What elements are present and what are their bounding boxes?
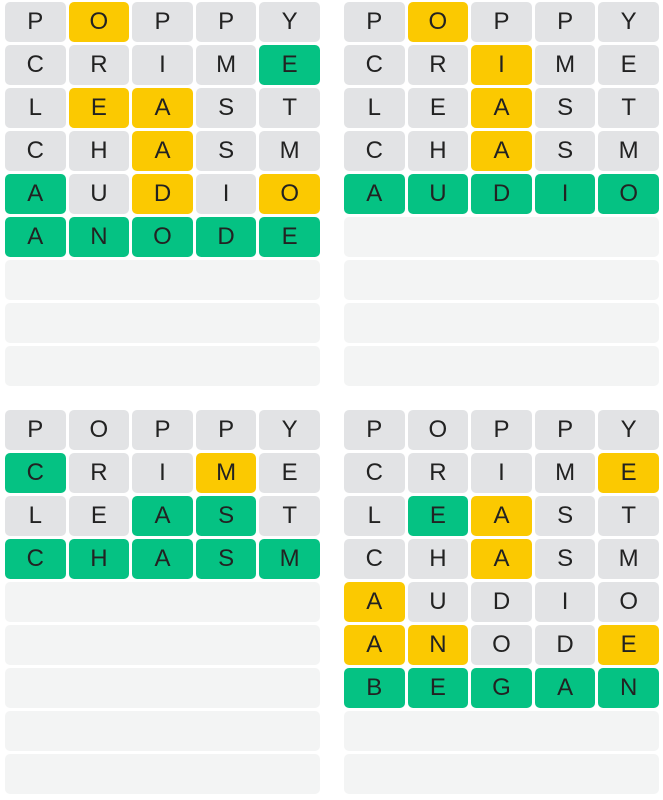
guess-row (344, 625, 659, 665)
letter-tile: C (5, 131, 66, 171)
letter-tile: E (259, 45, 320, 85)
empty-row (344, 217, 659, 257)
letter-tile: P (5, 2, 66, 42)
letter-tile: S (535, 88, 596, 128)
letter-tile: C (344, 453, 405, 493)
letter-tile: A (344, 174, 405, 214)
letter-tile: A (5, 217, 66, 257)
letter-tile: T (598, 88, 659, 128)
letter-tile: E (408, 88, 469, 128)
guess-row (5, 131, 320, 171)
letter-tile: A (132, 88, 193, 128)
letter-tile: O (471, 625, 532, 665)
letter-tile: O (69, 2, 130, 42)
empty-row (5, 303, 320, 343)
empty-row (344, 346, 659, 386)
letter-tile: R (408, 45, 469, 85)
guess-row (5, 2, 320, 42)
letter-tile: I (535, 582, 596, 622)
guess-row (5, 45, 320, 85)
letter-tile: D (132, 174, 193, 214)
guess-row (344, 2, 659, 42)
letter-tile: A (132, 539, 193, 579)
guess-row (344, 668, 659, 708)
guess-row (344, 45, 659, 85)
letter-tile: U (408, 174, 469, 214)
letter-tile: A (535, 668, 596, 708)
guess-row (344, 410, 659, 450)
guess-row (344, 174, 659, 214)
letter-tile: D (196, 217, 257, 257)
letter-tile: H (408, 131, 469, 171)
letter-tile: T (259, 88, 320, 128)
board-2 (344, 2, 659, 389)
letter-tile: N (69, 217, 130, 257)
letter-tile: A (471, 539, 532, 579)
letter-tile: S (196, 496, 257, 536)
letter-tile: P (196, 2, 257, 42)
letter-tile: S (196, 539, 257, 579)
letter-tile: C (344, 539, 405, 579)
letter-tile: A (132, 131, 193, 171)
guess-row (5, 453, 320, 493)
letter-tile: S (535, 131, 596, 171)
letter-tile: M (598, 539, 659, 579)
letter-tile: O (408, 410, 469, 450)
letter-tile: A (471, 131, 532, 171)
guess-row (344, 453, 659, 493)
letter-tile: Y (598, 410, 659, 450)
letter-tile: C (5, 453, 66, 493)
letter-tile: I (471, 453, 532, 493)
letter-tile: N (408, 625, 469, 665)
letter-tile: O (259, 174, 320, 214)
letter-tile: P (5, 410, 66, 450)
board-3 (5, 410, 320, 797)
empty-row (5, 711, 320, 751)
letter-tile: H (69, 131, 130, 171)
letter-tile: E (598, 625, 659, 665)
letter-tile: P (132, 2, 193, 42)
letter-tile: M (196, 45, 257, 85)
letter-tile: C (344, 45, 405, 85)
letter-tile: Y (598, 2, 659, 42)
guess-row (5, 539, 320, 579)
letter-tile: T (259, 496, 320, 536)
letter-tile: B (344, 668, 405, 708)
letter-tile: M (259, 131, 320, 171)
letter-tile: S (535, 539, 596, 579)
empty-row (344, 303, 659, 343)
letter-tile: H (69, 539, 130, 579)
guess-row (344, 582, 659, 622)
letter-tile: D (471, 582, 532, 622)
letter-tile: Y (259, 410, 320, 450)
letter-tile: M (535, 453, 596, 493)
letter-tile: L (344, 88, 405, 128)
letter-tile: A (344, 582, 405, 622)
letter-tile: I (132, 453, 193, 493)
letter-tile: R (69, 45, 130, 85)
letter-tile: C (5, 45, 66, 85)
letter-tile: O (132, 217, 193, 257)
letter-tile: A (471, 496, 532, 536)
letter-tile: S (196, 131, 257, 171)
letter-tile: P (344, 2, 405, 42)
empty-row (344, 754, 659, 794)
letter-tile: E (69, 496, 130, 536)
letter-tile: E (69, 88, 130, 128)
letter-tile: C (344, 131, 405, 171)
letter-tile: E (259, 453, 320, 493)
letter-tile: E (598, 453, 659, 493)
letter-tile: C (5, 539, 66, 579)
letter-tile: D (535, 625, 596, 665)
letter-tile: Y (259, 2, 320, 42)
letter-tile: I (196, 174, 257, 214)
letter-tile: S (196, 88, 257, 128)
letter-tile: L (344, 496, 405, 536)
guess-row (344, 539, 659, 579)
letter-tile: P (344, 410, 405, 450)
letter-tile: I (471, 45, 532, 85)
empty-row (344, 711, 659, 751)
guess-row (5, 217, 320, 257)
empty-row (344, 260, 659, 300)
guess-row (344, 496, 659, 536)
letter-tile: P (132, 410, 193, 450)
letter-tile: P (471, 410, 532, 450)
letter-tile: P (535, 410, 596, 450)
empty-row (5, 754, 320, 794)
empty-row (5, 625, 320, 665)
letter-tile: D (471, 174, 532, 214)
letter-tile: M (259, 539, 320, 579)
letter-tile: A (471, 88, 532, 128)
letter-tile: E (408, 496, 469, 536)
letter-tile: P (535, 2, 596, 42)
letter-tile: T (598, 496, 659, 536)
letter-tile: P (471, 2, 532, 42)
letter-tile: L (5, 88, 66, 128)
letter-tile: O (598, 174, 659, 214)
letter-tile: H (408, 539, 469, 579)
guess-row (5, 496, 320, 536)
letter-tile: E (259, 217, 320, 257)
letter-tile: G (471, 668, 532, 708)
letter-tile: E (408, 668, 469, 708)
letter-tile: U (69, 174, 130, 214)
letter-tile: O (598, 582, 659, 622)
letter-tile: A (5, 174, 66, 214)
letter-tile: R (408, 453, 469, 493)
letter-tile: O (408, 2, 469, 42)
letter-tile: S (535, 496, 596, 536)
letter-tile: A (344, 625, 405, 665)
letter-tile: U (408, 582, 469, 622)
letter-tile: E (598, 45, 659, 85)
letter-tile: O (69, 410, 130, 450)
guess-row (5, 174, 320, 214)
board-1 (5, 2, 320, 389)
letter-tile: L (5, 496, 66, 536)
letter-tile: M (598, 131, 659, 171)
board-4 (344, 410, 659, 797)
guess-row (344, 131, 659, 171)
empty-row (5, 346, 320, 386)
letter-tile: M (196, 453, 257, 493)
guess-row (5, 410, 320, 450)
letter-tile: P (196, 410, 257, 450)
letter-tile: M (535, 45, 596, 85)
empty-row (5, 582, 320, 622)
empty-row (5, 260, 320, 300)
letter-tile: I (535, 174, 596, 214)
guess-row (344, 88, 659, 128)
letter-tile: I (132, 45, 193, 85)
letter-tile: R (69, 453, 130, 493)
letter-tile: A (132, 496, 193, 536)
letter-tile: N (598, 668, 659, 708)
guess-row (5, 88, 320, 128)
empty-row (5, 668, 320, 708)
